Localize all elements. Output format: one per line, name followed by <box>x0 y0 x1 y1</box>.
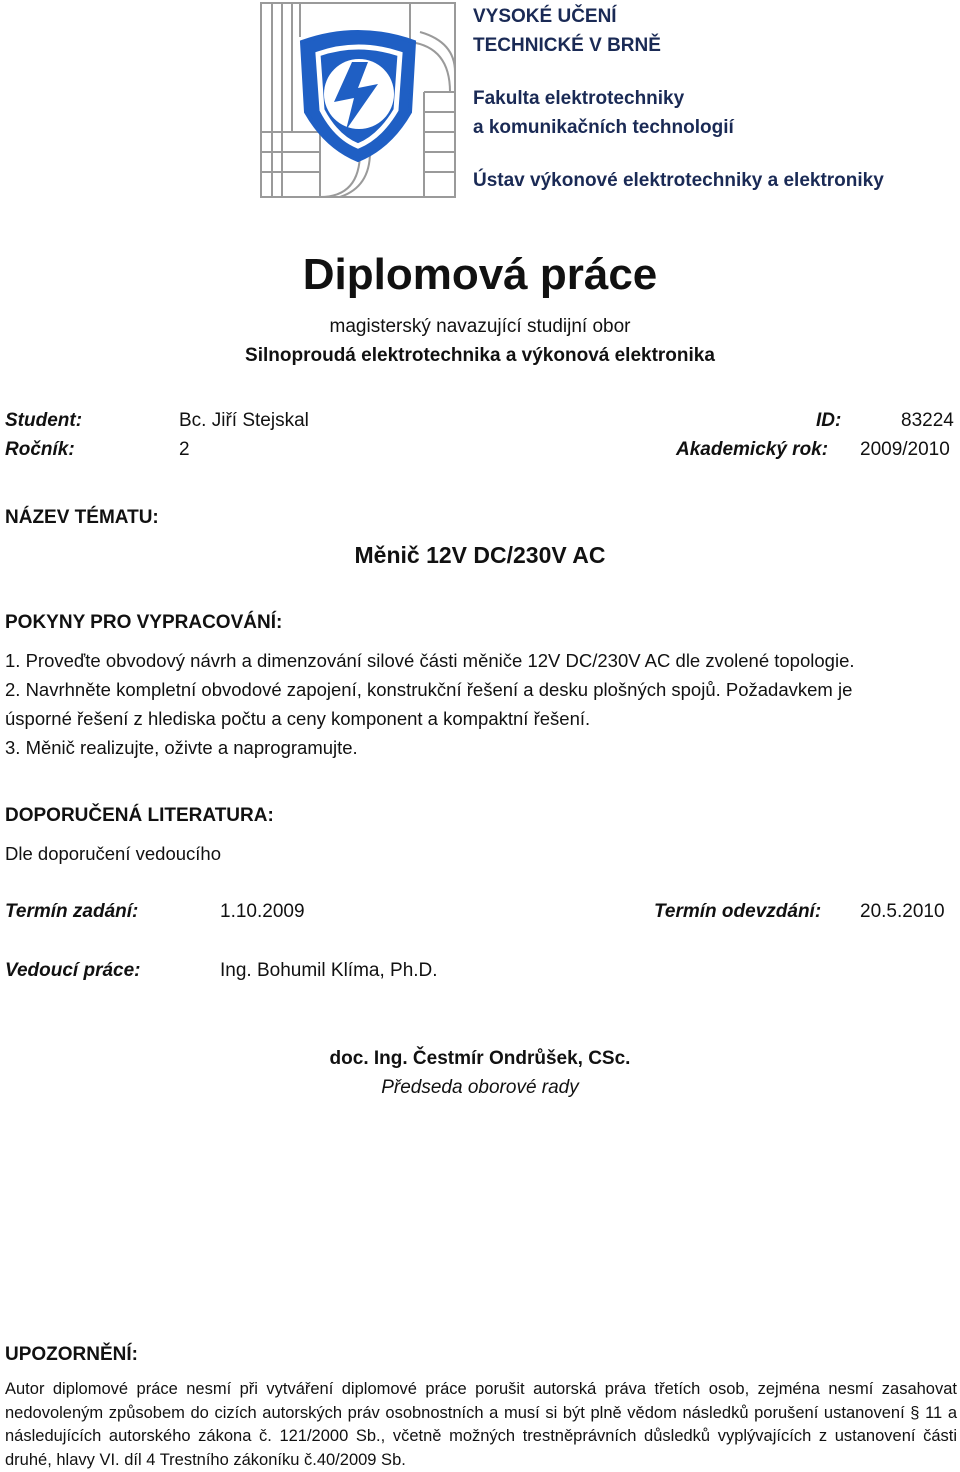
student-name: Bc. Jiří Stejskal <box>179 410 309 431</box>
warning-text: Autor diplomové práce nesmí při vytváření diplomové práce porušit autorská práva třetích osob, zejména nesmí zasahovat nedovoleným způsobem do cizích autorských práv osobnostních a musí si být plně vědom následků porušení ustanovení § 11 a následujících autorského zákona č. 121/2000 Sb., včetně možných trestněprávních důsledků vyplývajících z ustanovení části druhé, hlavy VI. díl 4 Trestního zákoníku č.40/2009 Sb. <box>5 1380 957 1469</box>
due-date: 20.5.2010 <box>860 901 945 922</box>
topic-title: Měnič 12V DC/230V AC <box>354 542 606 568</box>
university-name-line2: TECHNICKÉ V BRNĚ <box>473 35 661 56</box>
document-title: Diplomová práce <box>302 250 658 299</box>
student-label: Student: <box>5 410 83 431</box>
university-logo <box>260 2 456 198</box>
study-field: Silnoproudá elektrotechnika a výkonová elektronika <box>245 345 715 366</box>
literature-text: Dle doporučení vedoucího <box>5 843 221 864</box>
instruction-line: 2. Navrhněte kompletní obvodové zapojení, konstrukční řešení a desku plošných spojů. Požadavkem je <box>5 679 853 700</box>
assigned-date: 1.10.2009 <box>220 901 305 922</box>
student-id-label: ID: <box>816 410 842 431</box>
supervisor-name: Ing. Bohumil Klíma, Ph.D. <box>220 960 438 981</box>
instruction-line: 1. Proveďte obvodový návrh a dimenzování silové části měniče 12V DC/230V AC dle zvolené topologie. <box>5 650 855 671</box>
chair-name: doc. Ing. Čestmír Ondrůšek, CSc. <box>329 1048 631 1069</box>
topic-heading: NÁZEV TÉMATU: <box>5 507 159 528</box>
literature-heading: DOPORUČENÁ LITERATURA: <box>5 805 274 826</box>
warning-heading: UPOZORNĚNÍ: <box>5 1344 138 1365</box>
study-type: magisterský navazující studijní obor <box>329 316 631 337</box>
student-id: 83224 <box>901 410 954 431</box>
instructions-heading: POKYNY PRO VYPRACOVÁNÍ: <box>5 612 283 633</box>
chair-role: Předseda oborové rady <box>381 1077 579 1098</box>
department-name: Ústav výkonové elektrotechniky a elektroniky <box>473 170 884 191</box>
year-label: Ročník: <box>5 439 75 460</box>
assigned-date-label: Termín zadání: <box>5 901 139 922</box>
academic-year-label: Akademický rok: <box>676 439 829 460</box>
faculty-name-line1: Fakulta elektrotechniky <box>473 88 685 109</box>
year-value: 2 <box>179 439 190 460</box>
instruction-line: 3. Měnič realizujte, oživte a naprogramujte. <box>5 737 358 758</box>
instruction-line: úsporné řešení z hlediska počtu a ceny komponent a kompaktní řešení. <box>5 708 591 729</box>
supervisor-label: Vedoucí práce: <box>5 960 141 981</box>
university-name-line1: VYSOKÉ UČENÍ <box>473 6 617 27</box>
academic-year-value: 2009/2010 <box>860 439 950 460</box>
due-date-label: Termín odevzdání: <box>654 901 822 922</box>
faculty-name-line2: a komunikačních technologií <box>473 117 734 138</box>
